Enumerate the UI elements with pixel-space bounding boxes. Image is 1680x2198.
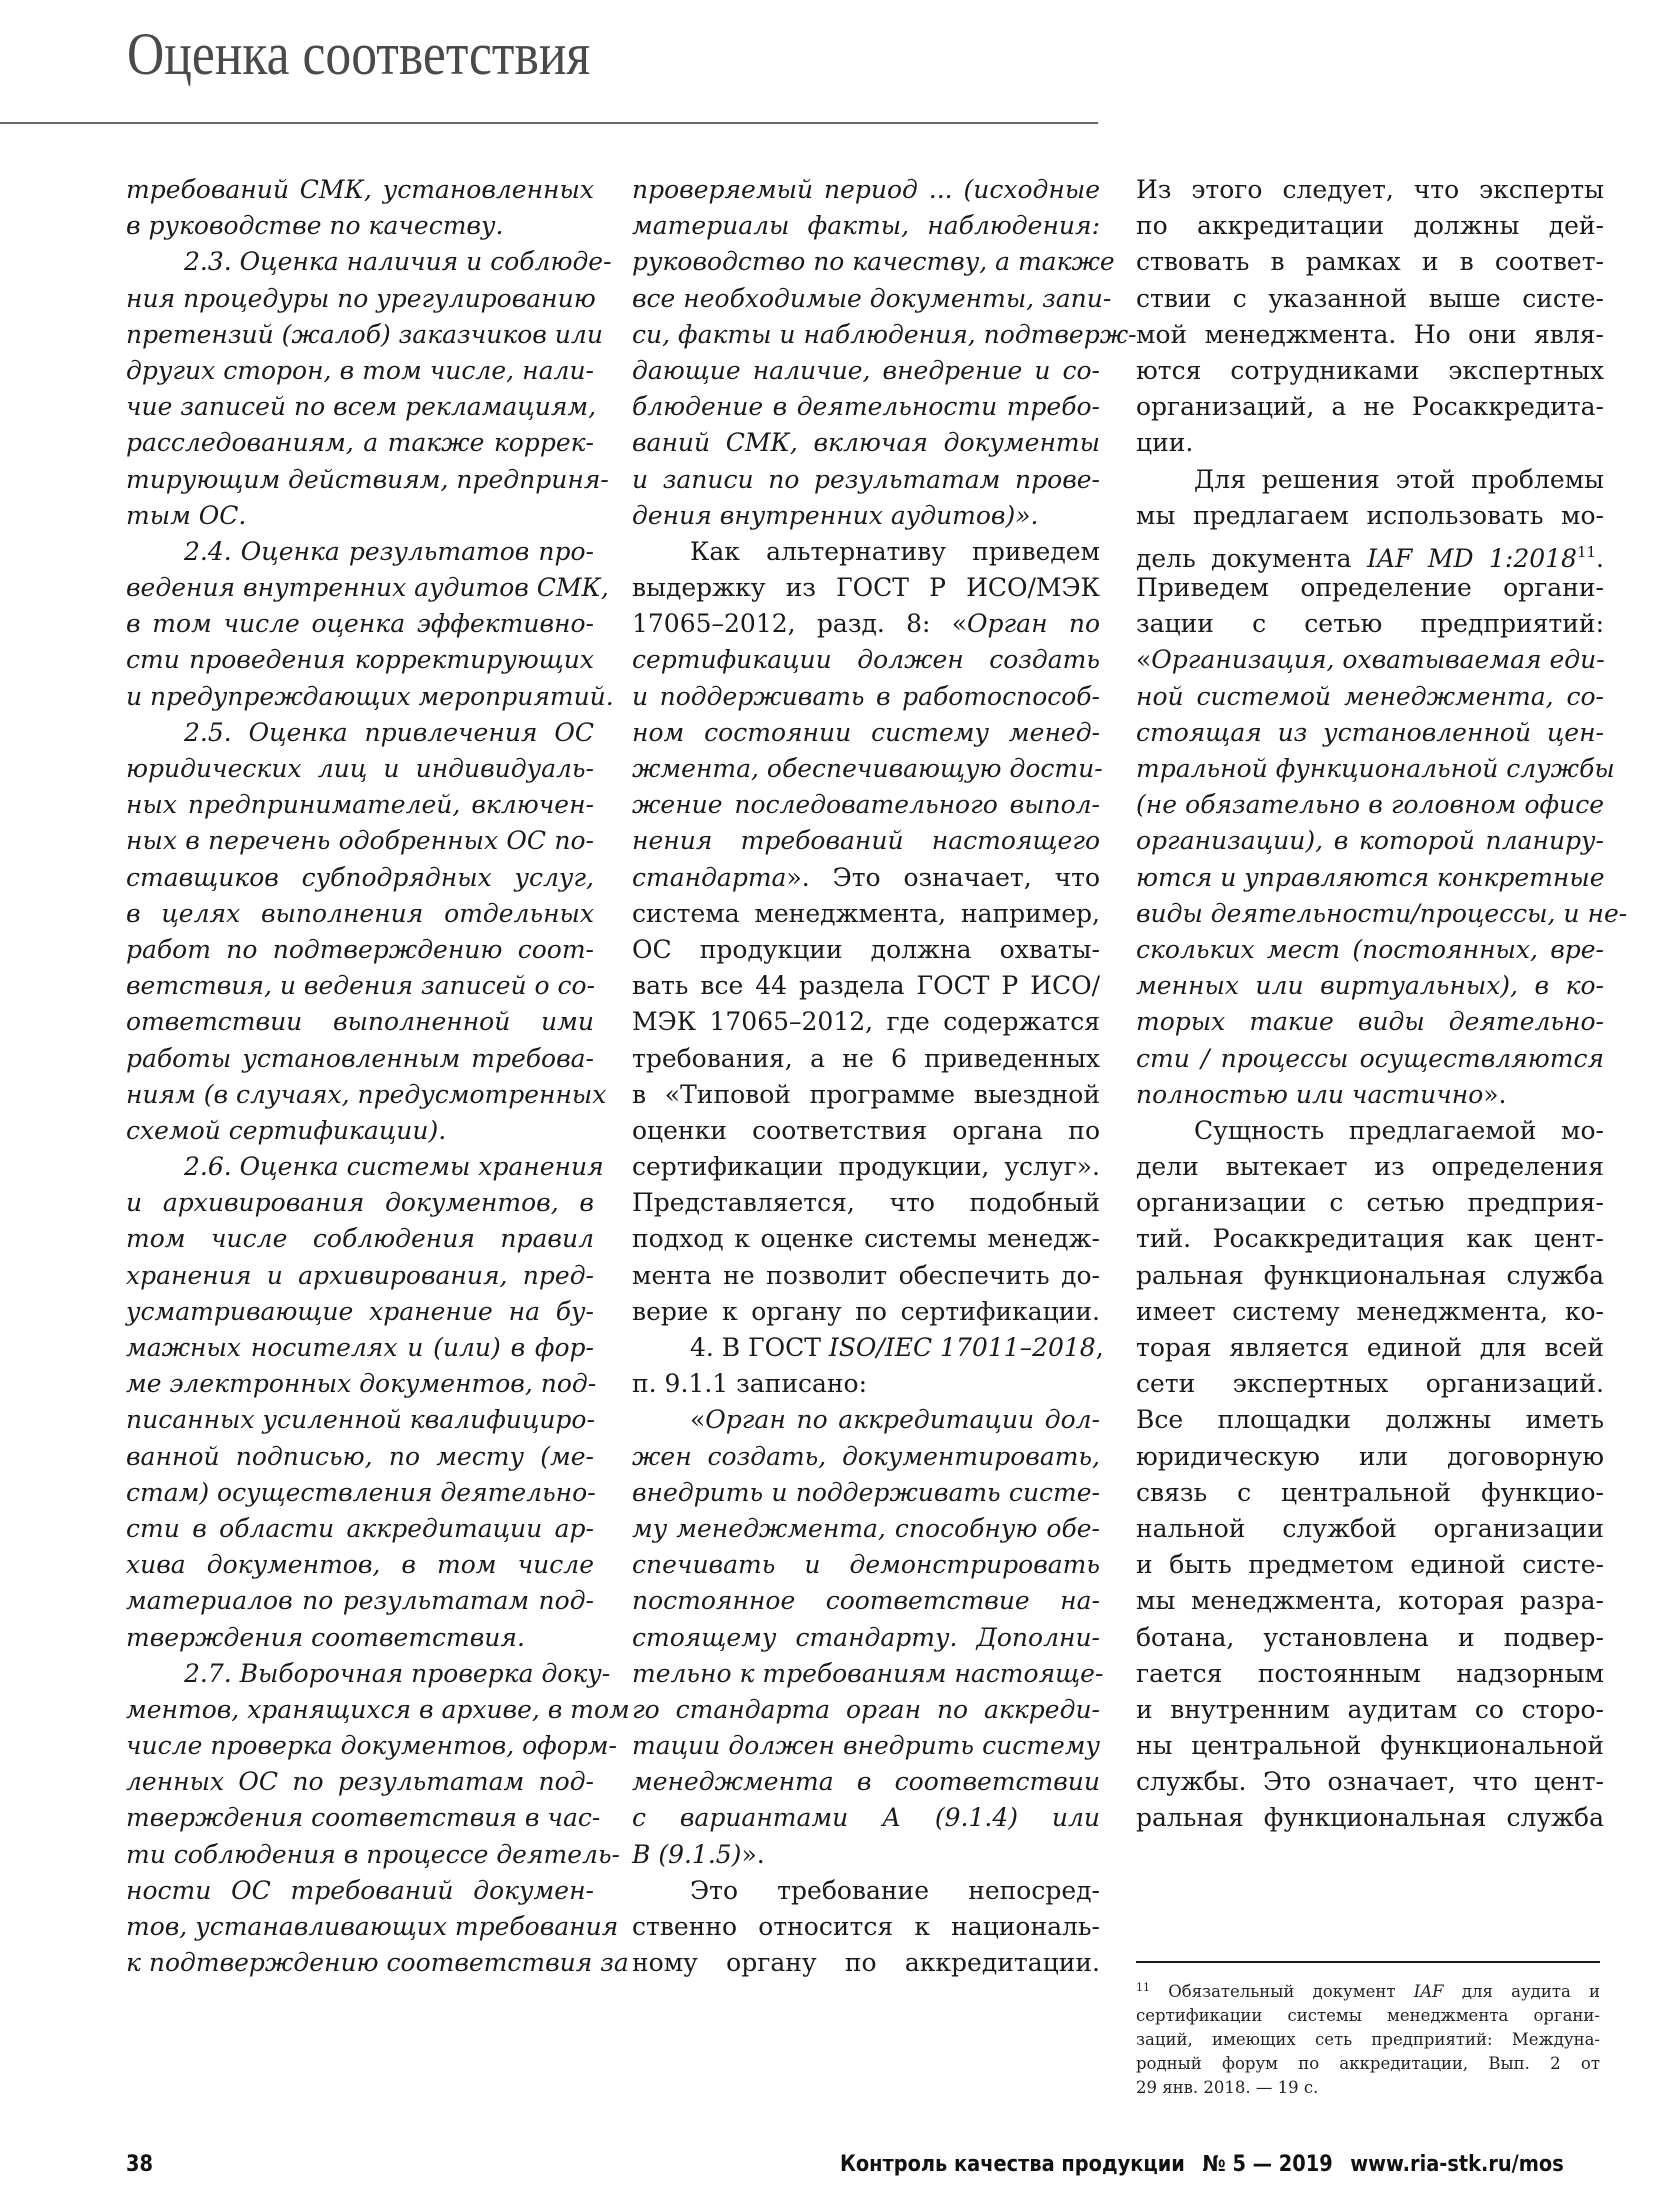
text-line: си, факты и наблюдения, подтверж- (632, 319, 1137, 349)
text-line: жение последовательного выпол- (632, 790, 1100, 820)
text-line: тации должен внедрить систему (632, 1731, 1100, 1761)
text-line: зации с сетью предприятий: (1136, 609, 1604, 639)
text-column-right (1136, 172, 1628, 1837)
text-line: выдержку из ГОСТ Р ИСО/МЭК (632, 573, 1100, 603)
text-line: тральной функциональной службы (1136, 754, 1615, 783)
footnote-line: сертификации системы менеджмента органи- (1136, 2006, 1600, 2025)
text-line: работ по подтверждению соот- (126, 934, 594, 964)
text-line: стоящая из установленной цен- (1136, 717, 1604, 747)
text-line: в руководстве по качеству. (126, 211, 504, 241)
text-line: Представляется, что подобный (632, 1188, 1100, 1218)
text-line: схемой сертификации). (126, 1115, 447, 1145)
footnote-reference[interactable]: 11 (1576, 542, 1597, 561)
text-line: му менеджмента, способную обе- (632, 1513, 1100, 1543)
text-line: жмента, обеспечивающую дости- (632, 754, 1103, 783)
text-line: В (9.1.5)». (632, 1839, 765, 1869)
text-line: службы. Это означает, что цент- (1136, 1767, 1604, 1797)
text-line: Сущность предлагаемой мо- (1194, 1115, 1604, 1145)
text-line: и быть предметом единой систе- (1136, 1550, 1604, 1580)
text-line: (не обязательно в головном офисе (1136, 790, 1604, 820)
text-line: Это требование непосред- (690, 1875, 1100, 1905)
footnote (1136, 1976, 1600, 2100)
text-line: хранения и архивирования, пред- (126, 1260, 594, 1290)
text-line: сети экспертных организаций. (1136, 1369, 1604, 1399)
text-line: проверяемый период ... (исходные (632, 175, 1100, 204)
text-line: сти в области аккредитации ар- (126, 1513, 594, 1543)
text-line: МЭК 17065–2012, где содержатся (632, 1007, 1100, 1037)
text-line: система менеджмента, например, (632, 898, 1100, 928)
text-line: ленных ОС по результатам под- (126, 1767, 594, 1797)
text-line: гается постоянным надзорным (1136, 1658, 1604, 1688)
text-line: имеет систему менеджмента, ко- (1136, 1296, 1604, 1326)
text-line: дающие наличие, внедрение и со- (632, 355, 1100, 385)
text-line: ности ОС требований докумен- (126, 1875, 594, 1905)
text-line: ванной подписью, по месту (ме- (126, 1441, 594, 1471)
text-line: числе проверка документов, оформ- (126, 1731, 617, 1761)
text-line: тирующим действиям, предприня- (126, 464, 609, 494)
text-line: нальной службой организации (1136, 1513, 1604, 1543)
text-line: писанных усиленной квалифициро- (126, 1405, 595, 1435)
text-line: Как альтернативу приведем (690, 536, 1100, 566)
text-line: ном состоянии систему менед- (632, 717, 1100, 747)
text-line: и записи по результатам прове- (632, 464, 1100, 494)
text-line: сти / процессы осуществляются (1136, 1043, 1604, 1073)
text-line: юридическую или договорную (1136, 1441, 1604, 1471)
text-line: претензий (жалоб) заказчиков или (126, 319, 603, 349)
text-line: ствовать в рамках и в соответ- (1136, 247, 1604, 277)
text-line: постоянное соответствие на- (632, 1586, 1100, 1616)
text-line: ются и управляются конкретные (1136, 862, 1605, 892)
text-line: все необходимые документы, запи- (632, 283, 1112, 313)
text-line: в целях выполнения отдельных (126, 898, 594, 928)
text-line: ния процедуры по урегулированию (126, 283, 596, 313)
text-line: ных предпринимателей, включен- (126, 790, 594, 820)
text-line: мы менеджмента, которая разра- (1136, 1586, 1604, 1616)
text-line: ветствия, и ведения записей о со- (126, 971, 596, 1001)
text-line: ны центральной функциональной (1136, 1731, 1604, 1761)
text-line: дели вытекает из определения (1136, 1152, 1604, 1182)
text-line: сертификации продукции, услуг». (632, 1152, 1100, 1182)
text-line: стандарта». Это означает, что (632, 862, 1100, 892)
header-divider (0, 122, 1098, 124)
text-line: дения внутренних аудитов)». (632, 500, 1039, 530)
text-line: работы установленным требова- (126, 1043, 594, 1073)
text-line: мажных носителях и (или) в фор- (126, 1333, 594, 1362)
text-line: материалов по результатам под- (126, 1586, 594, 1616)
text-line: организации), в которой планиру- (1136, 826, 1604, 856)
text-column-middle (632, 172, 1137, 1981)
text-line: в том числе оценка эффективно- (126, 609, 594, 639)
text-line: нения требований настоящего (632, 826, 1100, 856)
footnote-line: заций, имеющих сеть предприятий: Междуна- (1136, 2030, 1600, 2049)
text-line: менеджмента в соответствии (632, 1767, 1100, 1797)
text-line: материалы факты, наблюдения: (632, 211, 1100, 241)
text-line: стоящему стандарту. Дополни- (632, 1622, 1100, 1652)
text-line: руководство по качеству, а также (632, 247, 1115, 277)
footnote-divider (1136, 1961, 1600, 1963)
text-line: и предупреждающих мероприятий. (126, 681, 614, 711)
text-line: ствии с указанной выше систе- (1136, 283, 1604, 313)
text-line: тверждения соответствия в час- (126, 1803, 601, 1833)
text-line: тов, устанавливающих требования (126, 1912, 619, 1941)
text-line: ответствии выполненной ими (126, 1007, 594, 1037)
text-column-left (126, 172, 630, 1981)
text-line: в «Типовой программе выездной (632, 1079, 1100, 1109)
text-line: усматривающие хранение на бу- (126, 1296, 594, 1326)
text-line: мента не позволит обеспечить до- (632, 1260, 1100, 1290)
text-line: организации с сетью предприя- (1136, 1188, 1604, 1218)
text-line: и поддерживать в работоспособ- (632, 681, 1100, 711)
text-line: 17065–2012, разд. 8: «Орган по (632, 609, 1100, 639)
text-line: оценки соответствия органа по (632, 1115, 1100, 1145)
text-line: Приведем определение органи- (1136, 573, 1604, 603)
text-line: ниям (в случаях, предусмотренных (126, 1079, 607, 1109)
text-line: Все площадки должны иметь (1136, 1405, 1604, 1435)
text-line: мой менеджмента. Но они явля- (1136, 319, 1604, 349)
text-line: 2.3. Оценка наличия и соблюде- (184, 247, 612, 277)
text-line: внедрить и поддерживать систе- (632, 1477, 1100, 1507)
text-line: ме электронных документов, под- (126, 1369, 597, 1399)
text-line: ведения внутренних аудитов СМК, (126, 573, 609, 603)
text-line: хива документов, в том числе (126, 1550, 594, 1580)
text-line: менных или виртуальных), в ко- (1136, 971, 1604, 1001)
text-line: дель документа IAF MD 1:2018$^{11}$. (1136, 542, 1604, 573)
text-line: ной системой менеджмента, со- (1136, 681, 1604, 711)
footnote-line: 29 янв. 2018. — 19 с. (1136, 2078, 1319, 2097)
text-line: юридических лиц и индивидуаль- (126, 754, 594, 783)
footnote-line: родный форум по аккредитации, Вып. 2 от (1136, 2054, 1600, 2073)
text-line: вать все 44 раздела ГОСТ Р ИСО/ (632, 971, 1100, 1001)
text-line: том числе соблюдения правил (126, 1224, 594, 1254)
text-line: ных в перечень одобренных ОС по- (126, 826, 594, 856)
website-link[interactable]: www.ria-stk.ru/mos (1350, 2152, 1564, 2177)
text-line: по аккредитации должны дей- (1136, 211, 1604, 241)
section-title: Оценка соответствия (127, 21, 591, 87)
text-line: спечивать и демонстрировать (632, 1550, 1100, 1580)
text-line: ботана, установлена и подвер- (1136, 1622, 1604, 1652)
text-line: 2.7. Выборочная проверка доку- (184, 1658, 611, 1688)
text-line: 4. В ГОСТ ISO/IEC 17011–2018, (690, 1333, 1104, 1362)
text-line: тверждения соответствия. (126, 1622, 525, 1652)
page-number: 38 (126, 2152, 153, 2177)
text-line: ральная функциональная служба (1136, 1260, 1604, 1290)
text-line: го стандарта орган по аккреди- (632, 1694, 1100, 1724)
text-line: 2.4. Оценка результатов про- (184, 536, 594, 566)
text-line: чие записей по всем рекламациям, (126, 392, 597, 422)
issue-number: № 5 — 2019 (1202, 2152, 1333, 2177)
text-line: расследованиям, а также коррек- (126, 428, 594, 458)
text-line: организаций, а не Росаккредита- (1136, 392, 1604, 422)
text-line: ному органу по аккредитации. (632, 1948, 1100, 1978)
text-line: ваний СМК, включая документы (632, 428, 1100, 458)
text-line: 2.5. Оценка привлечения ОС (184, 717, 594, 747)
text-line: к подтверждению соответствия за (126, 1948, 629, 1978)
text-line: тельно к требованиям настояще- (632, 1658, 1104, 1688)
text-line: сертификации должен создать (632, 645, 1100, 675)
text-line: тий. Росаккредитация как цент- (1136, 1224, 1604, 1254)
text-line: ментов, хранящихся в архиве, в том (126, 1694, 630, 1724)
journal-name: Контроль качества продукции (840, 2152, 1185, 2177)
text-line: других сторон, в том числе, нали- (126, 355, 594, 385)
footnote-number: 11 (1136, 1981, 1150, 1994)
text-line: и архивирования документов, в (126, 1188, 594, 1218)
text-line: полностью или частично». (1136, 1079, 1507, 1109)
text-line: ются сотрудниками экспертных (1136, 355, 1604, 385)
text-line: торая является единой для всей (1136, 1333, 1604, 1362)
text-line: ственно относится к националь- (632, 1912, 1100, 1941)
text-line: блюдение в деятельности требо- (632, 392, 1100, 422)
text-line: «Организация, охватываемая еди- (1136, 645, 1605, 675)
text-line: требований СМК, установленных (126, 175, 594, 204)
text-line: 2.6. Оценка системы хранения (184, 1152, 604, 1182)
text-line: виды деятельности/процессы, и не- (1136, 898, 1628, 928)
text-line: требования, а не 6 приведенных (632, 1043, 1100, 1073)
text-line: ти соблюдения в процессе деятель- (126, 1839, 621, 1869)
text-line: «Орган по аккредитации дол- (690, 1405, 1100, 1435)
text-line: связь с центральной функцио- (1136, 1477, 1604, 1507)
text-line: верие к органу по сертификации. (632, 1296, 1100, 1326)
text-line: скольких мест (постоянных, вре- (1136, 934, 1604, 964)
text-line: ОС продукции должна охваты- (632, 934, 1100, 964)
text-line: ции. (1136, 428, 1194, 458)
text-line: п. 9.1.1 записано: (632, 1369, 868, 1399)
text-line: Из этого следует, что эксперты (1136, 175, 1604, 204)
text-line: ставщиков субподрядных услуг, (126, 862, 594, 892)
text-line: стам) осуществления деятельно- (126, 1477, 596, 1507)
text-line: торых такие виды деятельно- (1136, 1007, 1604, 1037)
text-line: жен создать, документировать, (632, 1441, 1100, 1471)
text-line: ральная функциональная служба (1136, 1803, 1604, 1833)
text-line: мы предлагаем использовать мо- (1136, 500, 1604, 530)
journal-footer (840, 2152, 1564, 2177)
text-line: подход к оценке системы менедж- (632, 1224, 1100, 1254)
text-line: тым ОС. (126, 500, 247, 530)
footnote-line: $^{11}$ Обязательный документ IAF для аудита и (1136, 1981, 1601, 2001)
text-line: и внутренним аудитам со сторо- (1136, 1694, 1604, 1724)
text-line: с вариантами А (9.1.4) или (632, 1803, 1100, 1833)
text-line: сти проведения корректирующих (126, 645, 594, 675)
text-line: Для решения этой проблемы (1194, 464, 1604, 494)
